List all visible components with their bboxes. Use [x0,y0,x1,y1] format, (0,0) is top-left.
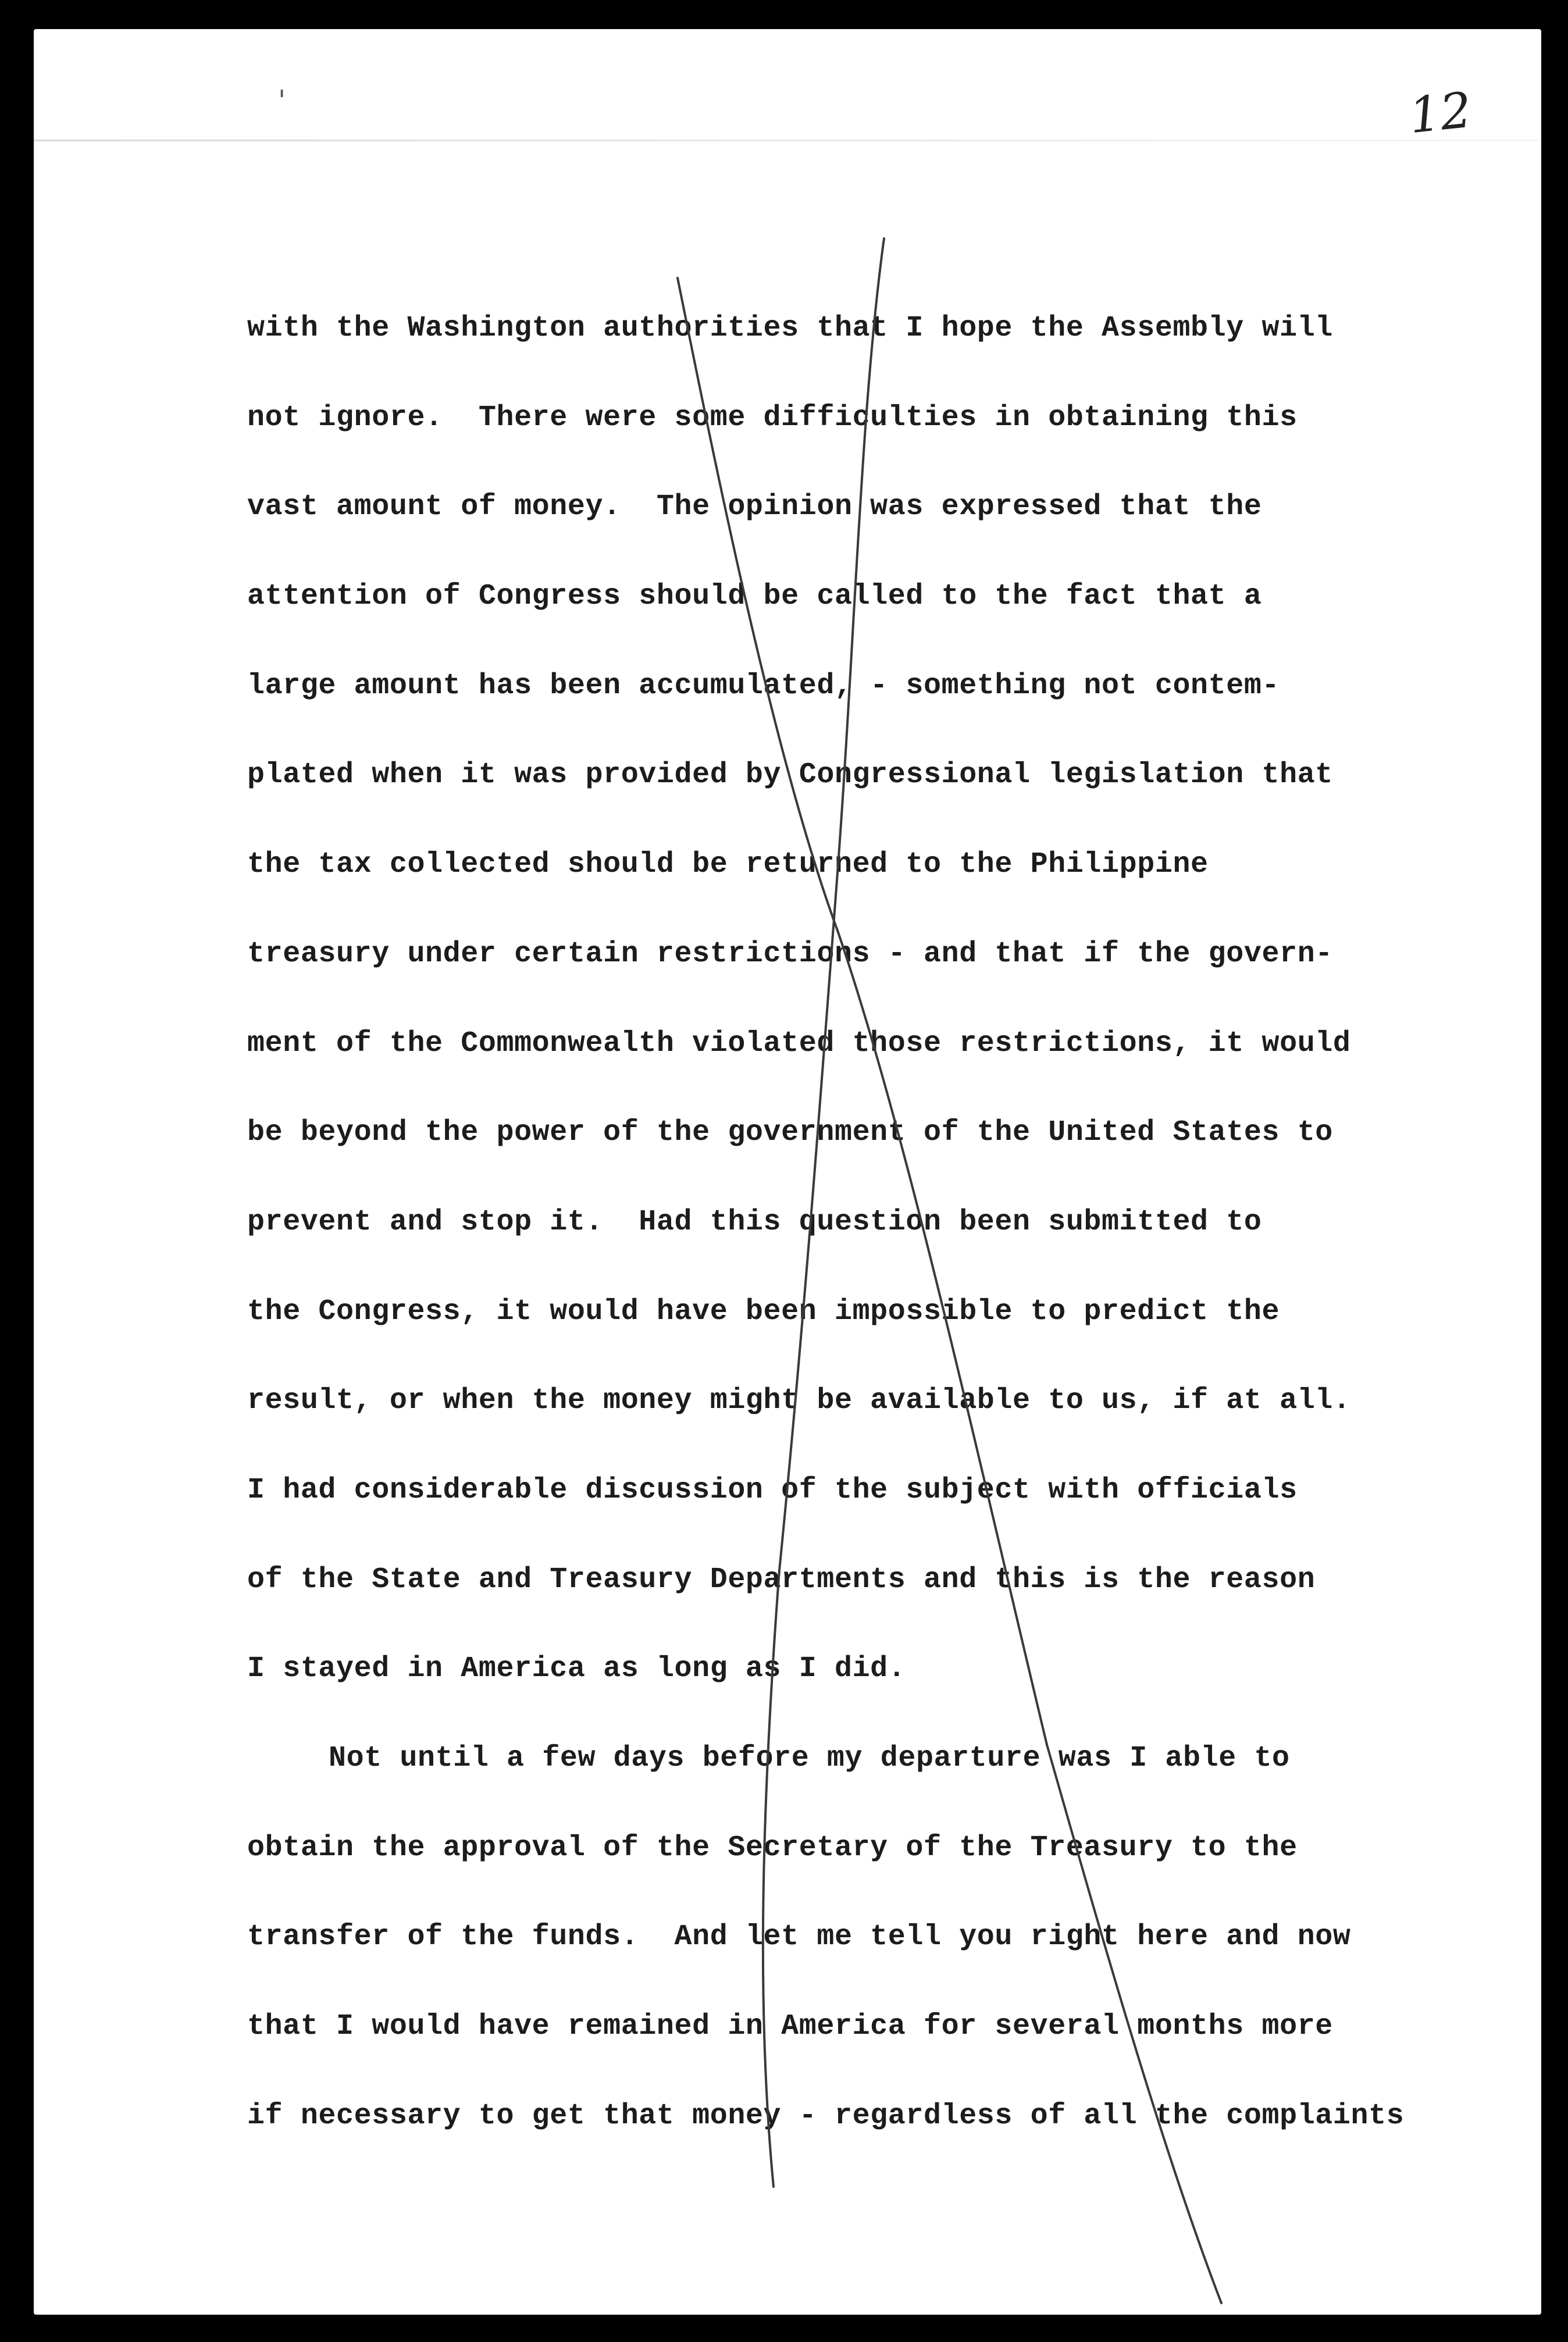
text-line: treasury under certain restrictions - and that if the govern- [247,937,1333,971]
handwritten-page-number: 12 [1406,81,1474,145]
text-line: with the Washington authorities that I hope the Assembly will [247,312,1333,345]
text-line: large amount has been accumulated, - something not contem- [247,669,1280,703]
text-line: the Congress, it would have been impossible to predict the [247,1295,1280,1328]
text-line: ment of the Commonwealth violated those restrictions, it would [247,1026,1351,1060]
paragraph-first-line: Not until a few days before my departure was I able to [329,1742,1290,1775]
text-line: obtain the approval of the Secretary of the Treasury to the [247,1831,1298,1865]
paper-fold-line [34,140,1541,141]
text-line: that I would have remained in America for several months more [247,2010,1333,2044]
body-text [247,284,1457,2161]
corner-tick-mark: ' [278,84,286,117]
text-line: not ignore. There were some difficulties in obtaining this [247,401,1298,434]
text-line: prevent and stop it. Had this question been submitted to [247,1205,1262,1239]
text-line: if necessary to get that money - regardless of all the complaints [247,2099,1405,2133]
text-line: attention of Congress should be called to the fact that a [247,580,1262,614]
text-line: be beyond the power of the government of the United States to [247,1116,1333,1150]
text-line: I had considerable discussion of the subject with officials [247,1473,1298,1507]
text-line: transfer of the funds. And let me tell you right here and now [247,1920,1351,1954]
text-line: the tax collected should be returned to the Philippine [247,848,1209,882]
text-line: vast amount of money. The opinion was expressed that the [247,490,1262,524]
text-line: of the State and Treasury Departments and this is the reason [247,1563,1316,1596]
text-line: result, or when the money might be available to us, if at all. [247,1384,1351,1418]
text-line: I stayed in America as long as I did. [247,1652,906,1686]
text-line: plated when it was provided by Congressional legislation that [247,758,1333,792]
